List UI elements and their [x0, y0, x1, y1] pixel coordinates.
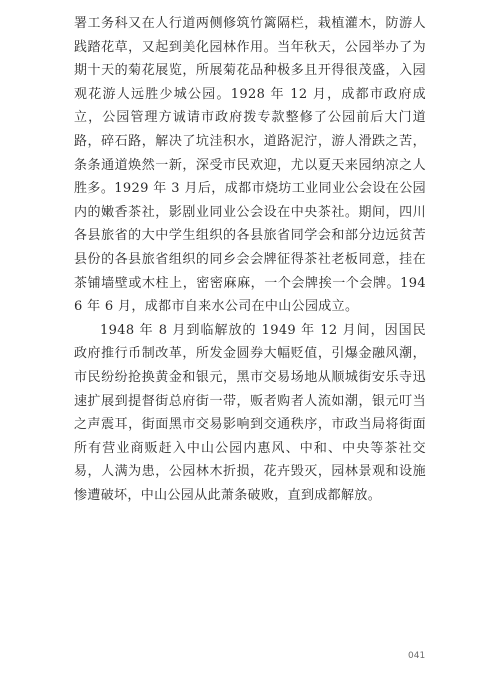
paragraph-2: 1948 年 8 月到临解放的 1949 年 12 月间，因国民政府推行币制改革，所发金圆券大幅贬值，引爆金融风潮，市民纷纷抢换黄金和银元，黑市交易场地从顺城街安乐寺迅速扩展到提督街总府街一带，贩者购者人流如潮，银元叮当之声震耳，街面黑市交易影响到交通秩序，市政当局将街面所有营业商贩赶入中山公园内惠风、中和、中央等茶社交易，人满为患，公园林木折损，花卉毁灭，园林景观和设施惨遭破坏，中山公园从此萧条破败，直到成都解放。 [74, 322, 426, 503]
page-number: 041 [408, 651, 426, 661]
paragraph-1: 署工务科又在人行道两侧修筑竹篱隔栏，栽植灌木，防游人践踏花草，又起到美化园林作用。当年秋天，公园举办了为期十天的菊花展览，所展菊花品种极多且开得很茂盛，入园观花游人远胜少城公园。1928 年 12 月，成都市政府成立，公园管理方诚请市政府拨专款整修了公园前后大门道路，碎石路，解决了坑洼积水，道路泥泞，游人滑跌之苦，条条通道焕然一新，深受市民欢迎，尤以夏天来园纳凉之人胜多。1929 年 3 月后，成都市烧坊工业同业公会设在公园内的嫩香茶社，影剧业同业公会设在中央茶社。期间，四川各县旅省的大中学生组织的各县旅省同学会和部分边远贫苦县份的各县旅省组织的同乡会会牌征得茶社老板同意，挂在茶铺墙壁或木柱上，密密麻麻，一个会牌挨一个会牌。1946 年 6 月，成都市自来水公司在中山公园成立。 [74, 16, 426, 315]
body-text [74, 12, 426, 507]
